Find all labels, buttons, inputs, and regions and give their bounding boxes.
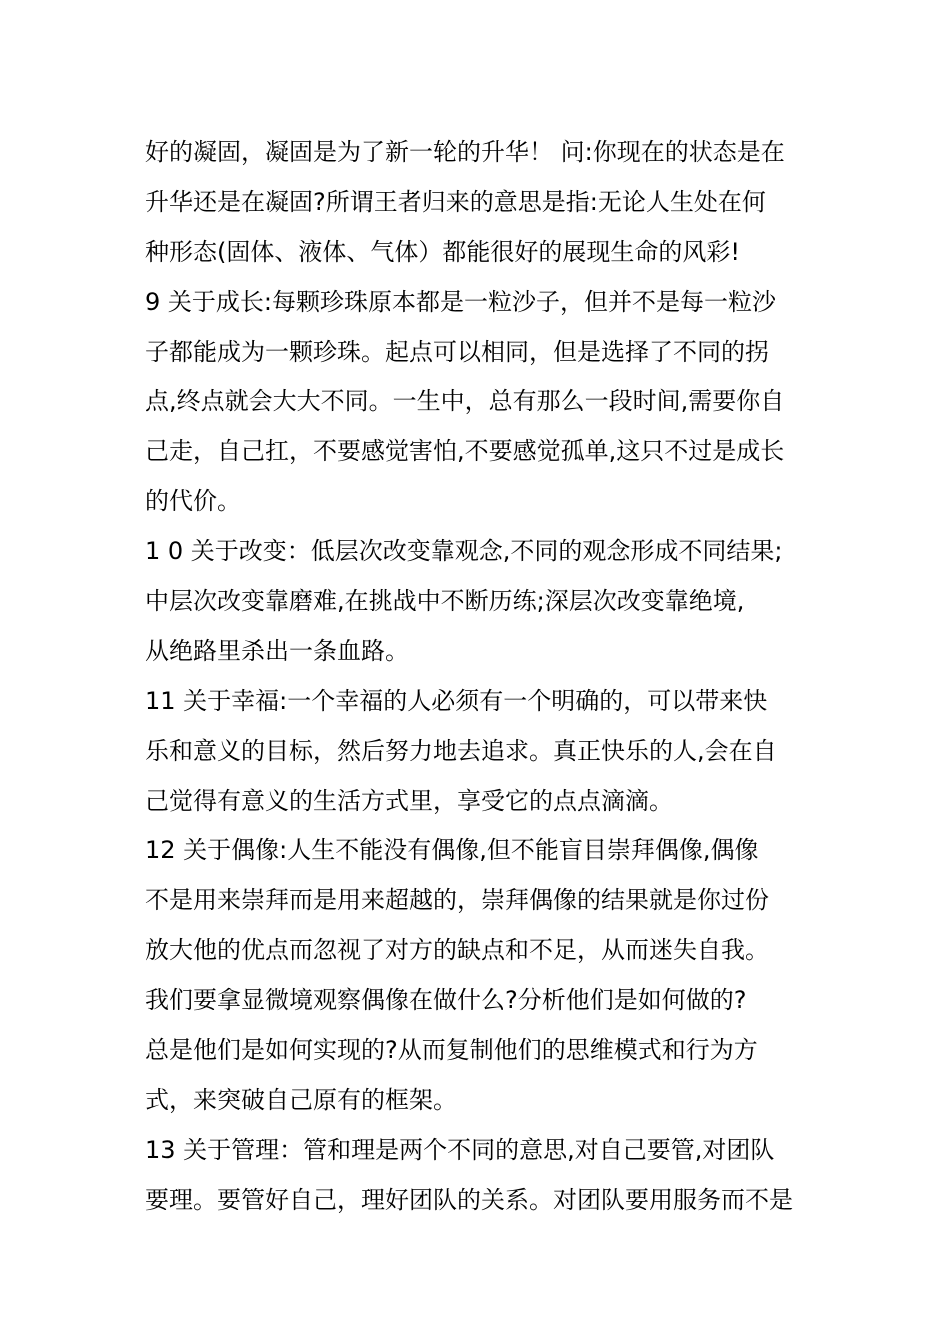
- text-line: 种形态(固体、液体、气体）都能很好的展现生命的风彩!: [145, 237, 740, 266]
- text-line: 我们要拿显微境观察偶像在做什么?分析他们是如何做的?: [145, 986, 747, 1015]
- text-line: 己觉得有意义的生活方式里，享受它的点点滴滴。: [145, 786, 673, 815]
- body-text: [145, 128, 835, 1226]
- text-line: 13 关于管理：管和理是两个不同的意思,对自己要管,对团队: [145, 1135, 775, 1164]
- text-line: 点,终点就会大大不同。一生中，总有那么一段时间,需要你自: [145, 387, 785, 416]
- text-line: 好的凝固，凝固是为了新一轮的升华！ 问:你现在的状态是在: [145, 138, 785, 166]
- text-line: 从绝路里杀出一条血路。: [145, 636, 409, 665]
- text-line: 的代价。: [145, 487, 241, 516]
- text-line: 9 关于成长:每颗珍珠原本都是一粒沙子，但并不是每一粒沙: [145, 287, 776, 316]
- text-line: 升华还是在凝固?所谓王者归来的意思是指:无论人生处在何: [145, 187, 766, 216]
- text-line: 要理。要管好自己，理好团队的关系。对团队要用服务而不是: [145, 1185, 793, 1214]
- text-line: 式，来突破自己原有的框架。: [145, 1085, 457, 1114]
- text-line: 中层次改变靠磨难,在挑战中不断历练;深层次改变靠绝境,: [145, 587, 745, 616]
- text-line: 放大他的优点而忽视了对方的缺点和不足，从而迷失自我。: [145, 936, 769, 965]
- text-line: 乐和意义的目标，然后努力地去追求。真正快乐的人,会在自: [145, 736, 777, 765]
- text-line: 不是用来崇拜而是用来超越的，崇拜偶像的结果就是你过份: [145, 886, 769, 915]
- text-line: 11 关于幸福:一个幸福的人必须有一个明确的，可以带来快: [145, 686, 768, 715]
- text-line: 己走，自己扛，不要感觉害怕,不要感觉孤单,这只不过是成长: [145, 437, 785, 466]
- text-line: 1 0 关于改变：低层次改变靠观念,不同的观念形成不同结果;: [145, 537, 783, 566]
- text-line: 子都能成为一颗珍珠。起点可以相同，但是选择了不同的拐: [145, 337, 769, 366]
- text-line: 总是他们是如何实现的?从而复制他们的思维模式和行为方: [145, 1036, 758, 1065]
- text-line: 12 关于偶像:人生不能没有偶像,但不能盲目崇拜偶像,偶像: [145, 836, 759, 865]
